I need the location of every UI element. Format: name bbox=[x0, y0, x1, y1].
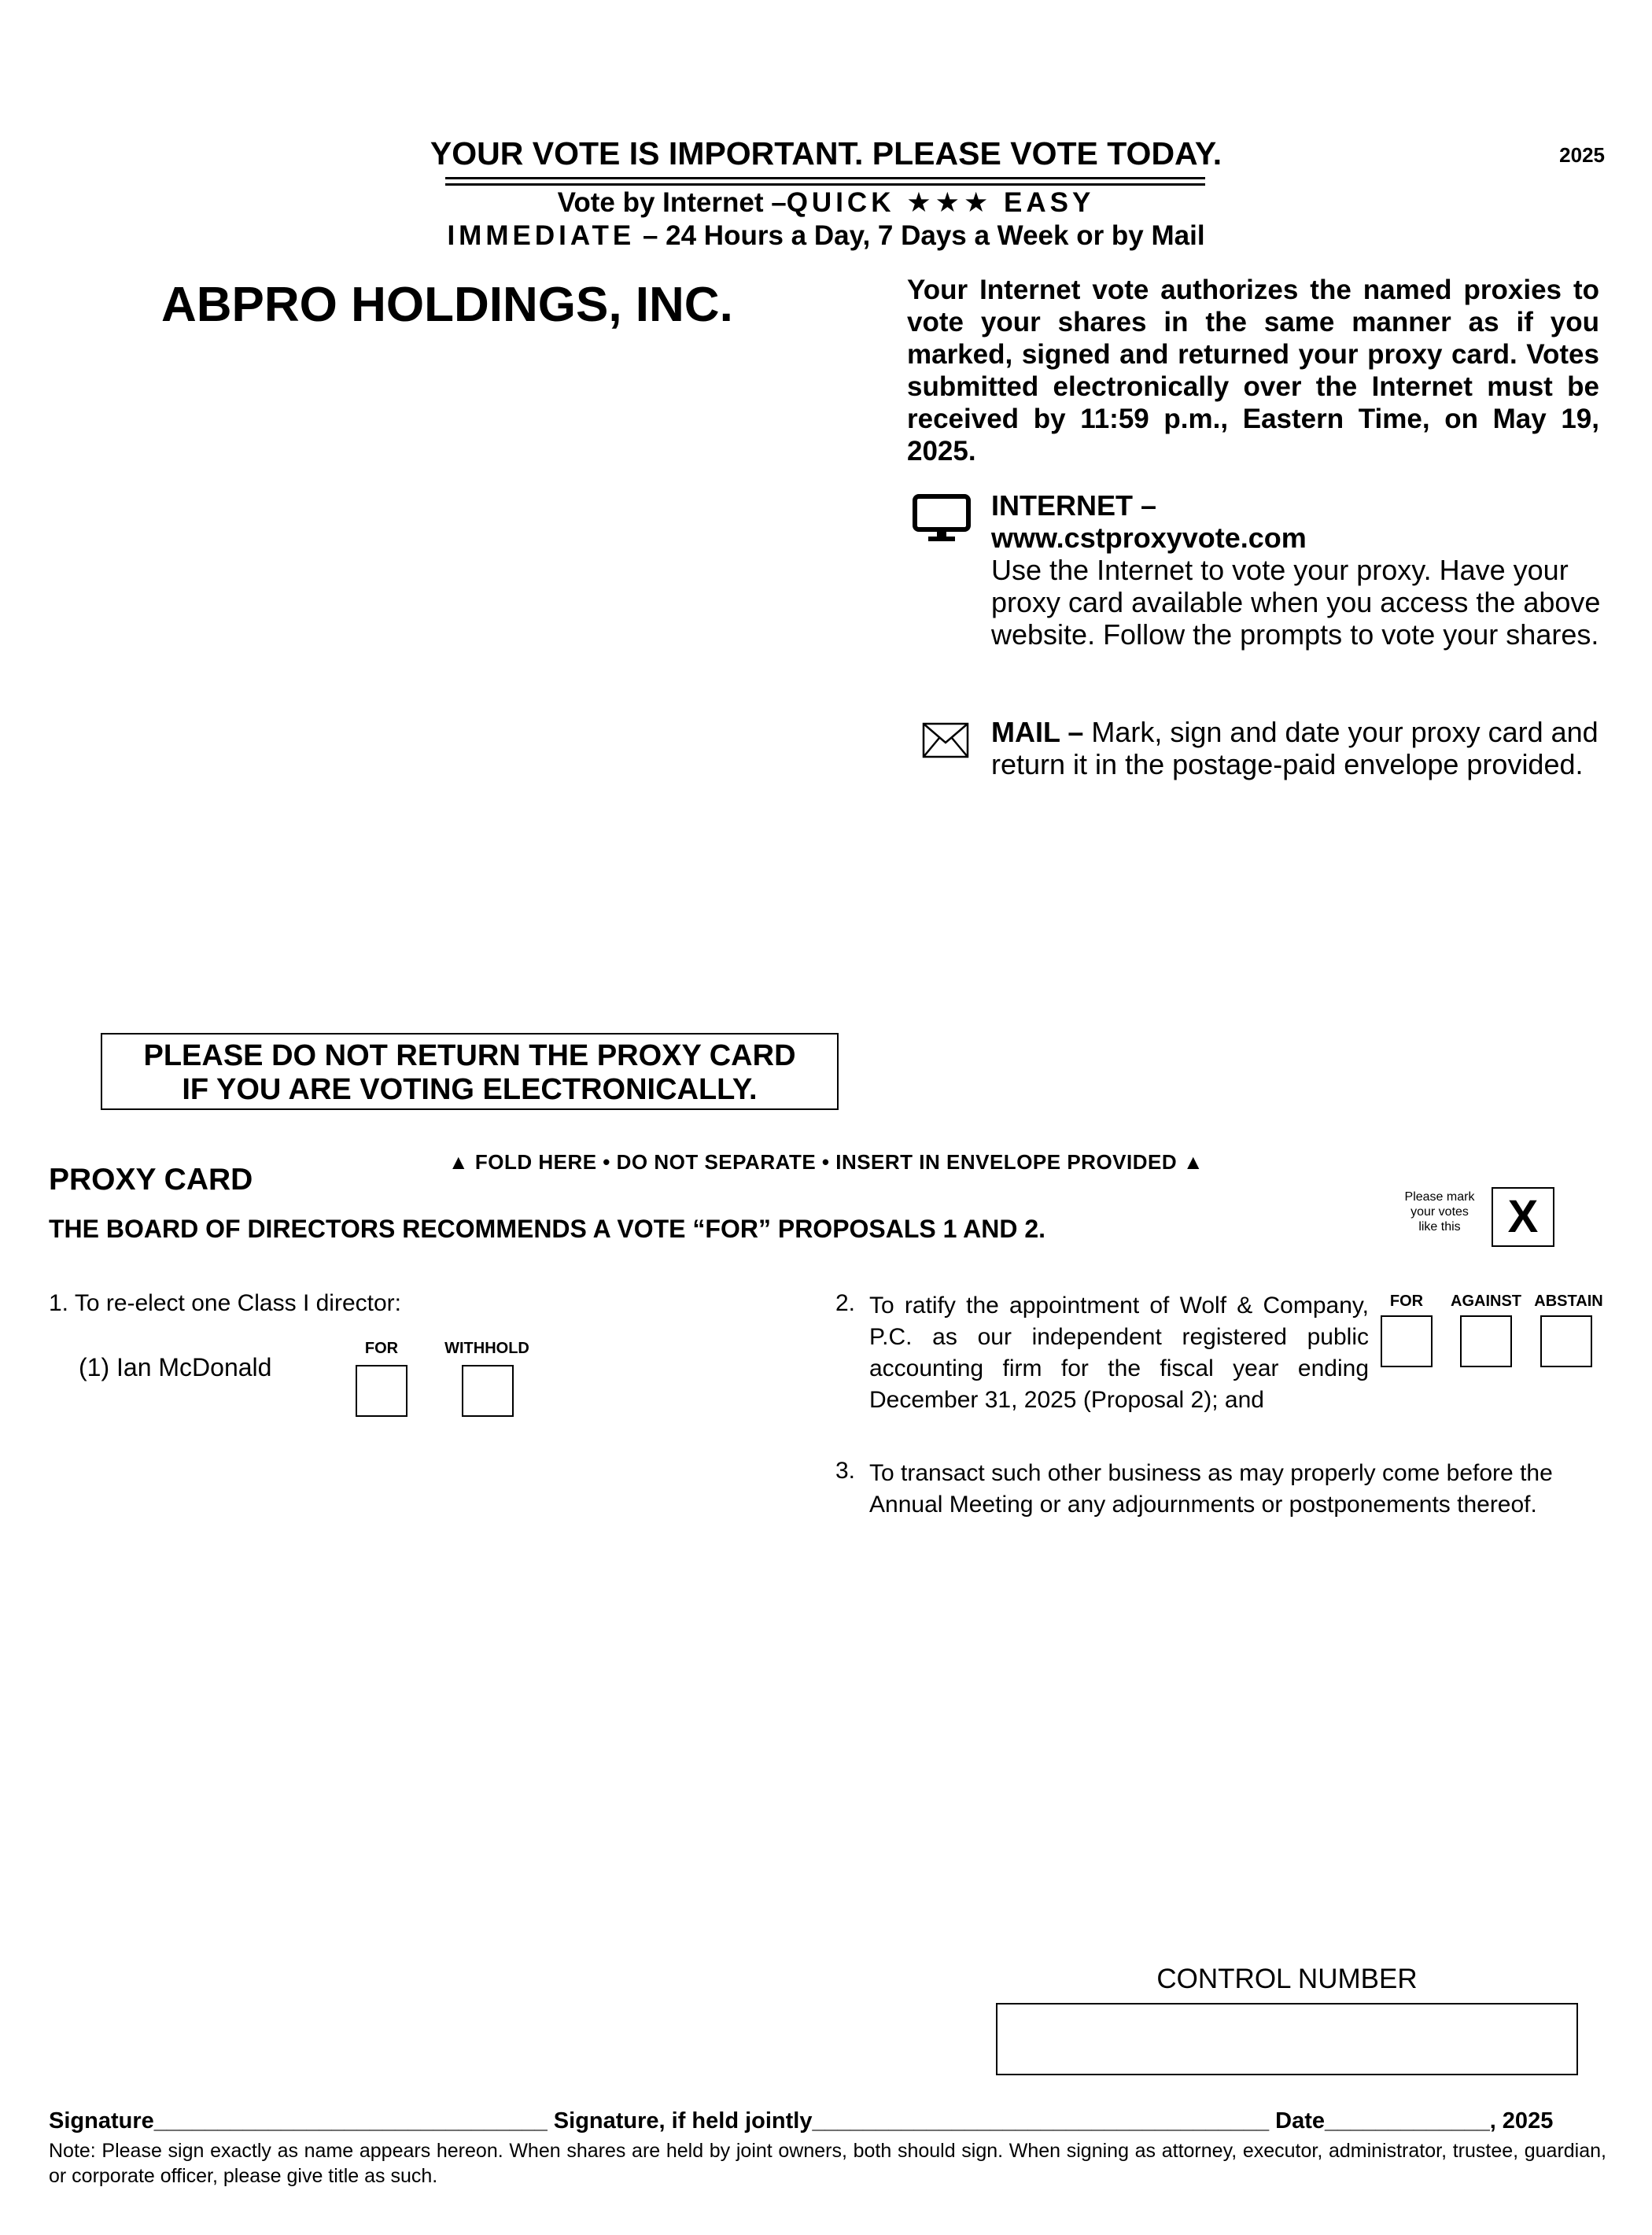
internet-instructions: Use the Internet to vote your proxy. Have your proxy card available when you access the above website. Follow the prompts to vote your shares. bbox=[991, 554, 1601, 651]
proposal-3-number: 3. bbox=[835, 1458, 856, 1484]
mark-note-line-1: Please mark bbox=[1404, 1190, 1475, 1204]
board-recommendation: THE BOARD OF DIRECTORS RECOMMENDS A VOTE “FOR” PROPOSALS 1 AND 2. bbox=[49, 1215, 1046, 1243]
p2-against-checkbox[interactable] bbox=[1460, 1315, 1512, 1367]
fold-instruction: ▲ FOLD HERE • DO NOT SEPARATE • INSERT IN ENVELOPE PROVIDED ▲ bbox=[448, 1150, 1204, 1174]
p1-for-checkbox[interactable] bbox=[356, 1365, 407, 1417]
proposal-3-text: To transact such other business as may properly come before the Annual Meeting or any adjournments or postponements thereof. bbox=[869, 1460, 1553, 1518]
mail-title: MAIL – bbox=[991, 716, 1084, 748]
signature-field[interactable]: Signature_______________________________ bbox=[49, 2108, 548, 2134]
p2-abstain-checkbox[interactable] bbox=[1540, 1315, 1592, 1367]
vote-methods-line-1 bbox=[425, 187, 1227, 219]
proxy-card-title: PROXY CARD bbox=[49, 1163, 253, 1197]
mark-instructions bbox=[1392, 1189, 1487, 1234]
joint-signature-field[interactable]: Signature, if held jointly____________________________________ bbox=[547, 2108, 1270, 2134]
headline: YOUR VOTE IS IMPORTANT. PLEASE VOTE TODAY. bbox=[430, 135, 1222, 171]
mark-note-line-2: your votes bbox=[1410, 1205, 1469, 1219]
date-field[interactable]: Date_____________, 2025 bbox=[1269, 2108, 1554, 2134]
internet-vote-intro: Your Internet vote authorizes the named proxies to vote your shares in the same manner as if you marked, signed and returned your proxy card. Votes submitted electronically over the Internet must be received by 11:59 p.m., Eastern Time, on May 19, 2025. bbox=[907, 275, 1599, 467]
proposal-1-text: 1. To re-elect one Class I director: bbox=[49, 1290, 401, 1316]
internet-url-link[interactable]: www.cstproxyvote.com bbox=[991, 522, 1307, 554]
monitor-icon bbox=[913, 494, 971, 544]
p1-withhold-checkbox[interactable] bbox=[462, 1365, 514, 1417]
mail-instructions: Mark, sign and date your proxy card and return it in the postage-paid envelope provided. bbox=[991, 716, 1599, 780]
p1-withhold-label: WITHHOLD bbox=[444, 1340, 529, 1357]
internet-section bbox=[991, 489, 1605, 651]
vote-methods-line-2 bbox=[425, 220, 1227, 252]
quick-easy-text: QUICK ★★★ EASY bbox=[786, 187, 1095, 218]
signature-line bbox=[49, 2108, 1606, 2134]
immediate-text: IMMEDIATE bbox=[447, 220, 636, 251]
p2-against-label: AGAINST bbox=[1451, 1293, 1521, 1310]
hours-text: – 24 Hours a Day, 7 Days a Week or by Mail bbox=[635, 220, 1205, 251]
mark-sample-box: X bbox=[1492, 1187, 1554, 1247]
p1-for-label: FOR bbox=[364, 1340, 399, 1357]
signing-note: Note: Please sign exactly as name appears hereon. When shares are held by joint owners, both should sign. When signing as attorney, executor, administrator, trustee, guardian, or corporate officer, please give title as such. bbox=[49, 2140, 1606, 2187]
control-number-label: CONTROL NUMBER bbox=[1156, 1964, 1418, 1994]
company-name: ABPRO HOLDINGS, INC. bbox=[161, 278, 733, 332]
notice-line-1: PLEASE DO NOT RETURN THE PROXY CARD bbox=[143, 1039, 796, 1072]
internet-title: INTERNET – bbox=[991, 489, 1157, 522]
mark-note-line-3: like this bbox=[1418, 1220, 1461, 1234]
notice-line-2: IF YOU ARE VOTING ELECTRONICALLY. bbox=[182, 1073, 758, 1106]
electronic-voting-notice bbox=[101, 1033, 839, 1110]
double-rule-bottom bbox=[445, 183, 1205, 186]
control-number-field[interactable] bbox=[996, 2003, 1578, 2075]
p2-for-checkbox[interactable] bbox=[1381, 1315, 1433, 1367]
envelope-icon bbox=[922, 722, 969, 758]
proposal-2-text: To ratify the appointment of Wolf & Company, P.C. as our independent registered public accounting firm for the fiscal year ending December 31, 2025 (Proposal 2); and bbox=[869, 1293, 1369, 1413]
nominee-name: (1) Ian McDonald bbox=[79, 1353, 272, 1381]
double-rule-top bbox=[445, 177, 1205, 179]
proposal-2-number: 2. bbox=[835, 1290, 856, 1316]
mail-section bbox=[991, 716, 1605, 780]
year-label: 2025 bbox=[1559, 143, 1605, 167]
vote-by-internet-text: Vote by Internet – bbox=[557, 187, 787, 218]
p2-for-label: FOR bbox=[1389, 1293, 1424, 1310]
p2-abstain-label: ABSTAIN bbox=[1534, 1293, 1603, 1310]
